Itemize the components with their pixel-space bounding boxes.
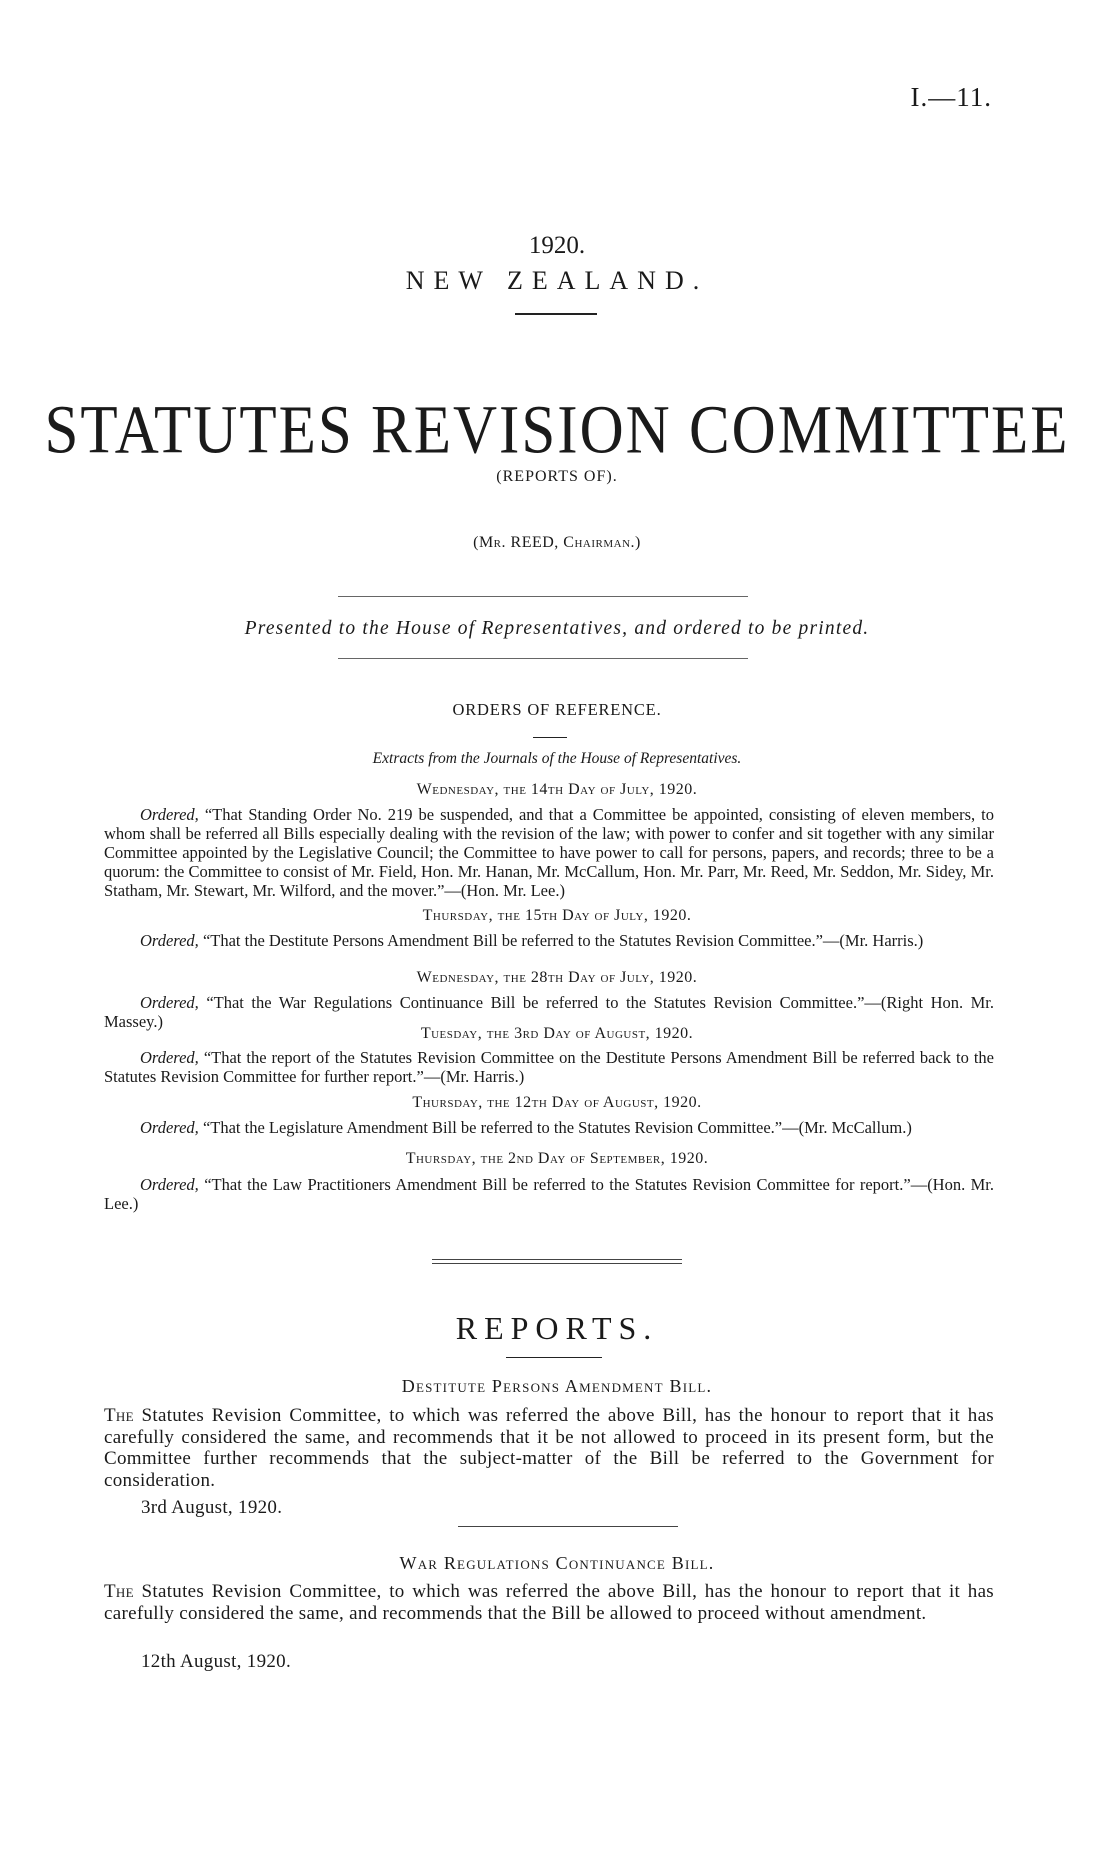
ordered-label: Ordered,: [140, 1048, 199, 1067]
divider: [338, 596, 748, 597]
page-number: I.—11.: [910, 82, 992, 112]
order-body: “That the Legislature Amendment Bill be referred to the Statutes Revision Committee.”—(Mr. McCallum.): [202, 1118, 912, 1137]
order-date: Thursday, the 2nd Day of September, 1920.: [405, 1150, 709, 1167]
order-text: [104, 1118, 994, 1140]
order-body: “That the report of the Statutes Revision Committee on the Destitute Persons Amendment Bill be referred back to the Statutes Revision Committee for further report.”—(Mr. Harris.): [104, 1048, 995, 1086]
order-body: “That the Law Practitioners Amendment Bill be referred to the Statutes Revision Committee for report.”—(Hon. Mr. Lee.): [104, 1175, 994, 1213]
ordered-label: Ordered,: [140, 931, 199, 950]
report-body: Statutes Revision Committee, to which was referred the above Bill, has the honour to report that it has carefully considered the same, and recommends that it be not allowed to proceed in its present form, but the Committee further recommends that the subject-matter of the Bill be referred to the Government for consideration.: [104, 1405, 994, 1491]
order-text: [104, 931, 994, 973]
report-title: War Regulations Continuance Bill.: [399, 1553, 715, 1573]
report-date: 3rd August, 1920.: [141, 1497, 283, 1518]
extracts-line: Extracts from the Journals of the House of Representatives.: [372, 750, 742, 767]
presented-line: Presented to the House of Representatives, and ordered to be printed.: [244, 618, 870, 639]
order-text: [104, 1048, 994, 1090]
order-date: Wednesday, the 14th Day of July, 1920.: [416, 781, 698, 798]
report-date: 12th August, 1920.: [141, 1651, 292, 1672]
order-text: [104, 805, 994, 923]
order-date: Wednesday, the 28th Day of July, 1920.: [416, 969, 698, 986]
order-date: Thursday, the 12th Day of August, 1920.: [412, 1094, 702, 1111]
order-body: “That the War Regulations Continuance Bill be referred to the Statutes Revision Committee.”—(Right Hon. Mr. Massey.): [104, 993, 994, 1031]
divider: [432, 1259, 682, 1260]
orders-heading: ORDERS OF REFERENCE.: [452, 700, 662, 719]
ordered-label: Ordered,: [140, 805, 199, 824]
year: 1920.: [528, 232, 586, 259]
ordered-label: Ordered,: [140, 1118, 199, 1137]
order-body: “That Standing Order No. 219 be suspended, and that a Committee be appointed, consisting of eleven members, to whom shall be referred all Bills especially dealing with the revision of the law; with power to confer and sit together with any similar Committee appointed by the Legislative Council; the Committee to have power to call for persons, papers, and records; three to be a quorum: the Committee to consist of Mr. Field, Hon. Mr. Hanan, Mr. McCallum, Hon. Mr. Parr, Mr. Reed, Mr. Seddon, Mr. Sidey, Mr. Statham, Mr. Stewart, Mr. Wilford, and the mover.”—(Hon. Mr. Lee.): [104, 805, 994, 900]
report-body: Statutes Revision Committee, to which was referred the above Bill, has the honour to report that it has carefully considered the same, and recommends that the Bill be allowed to proceed without amendment.: [104, 1581, 994, 1624]
divider: [458, 1526, 678, 1527]
report-the: The: [104, 1405, 134, 1426]
divider: [338, 658, 748, 659]
report-title: Destitute Persons Amendment Bill.: [401, 1376, 713, 1396]
subtitle: (REPORTS OF).: [496, 468, 618, 485]
order-body: “That the Destitute Persons Amendment Bill be referred to the Statutes Revision Committee.”—(Mr. Harris.): [202, 931, 924, 950]
main-title: STATUTES REVISION COMMITTEE: [44, 393, 1070, 469]
divider: [515, 313, 597, 315]
divider: [506, 1357, 602, 1358]
reports-heading: REPORTS.: [455, 1310, 659, 1346]
order-text: [104, 1175, 994, 1217]
divider: [432, 1263, 682, 1264]
country: NEW ZEALAND.: [405, 266, 709, 295]
divider: [533, 737, 567, 738]
order-date: Thursday, the 15th Day of July, 1920.: [422, 907, 692, 924]
chairman: (Mr. REED, Chairman.): [473, 534, 641, 551]
report-the: The: [104, 1581, 134, 1602]
ordered-label: Ordered,: [140, 993, 199, 1012]
report-text: [104, 1405, 994, 1497]
ordered-label: Ordered,: [140, 1175, 199, 1194]
report-text: [104, 1581, 994, 1649]
order-date: Tuesday, the 3rd Day of August, 1920.: [420, 1025, 694, 1042]
